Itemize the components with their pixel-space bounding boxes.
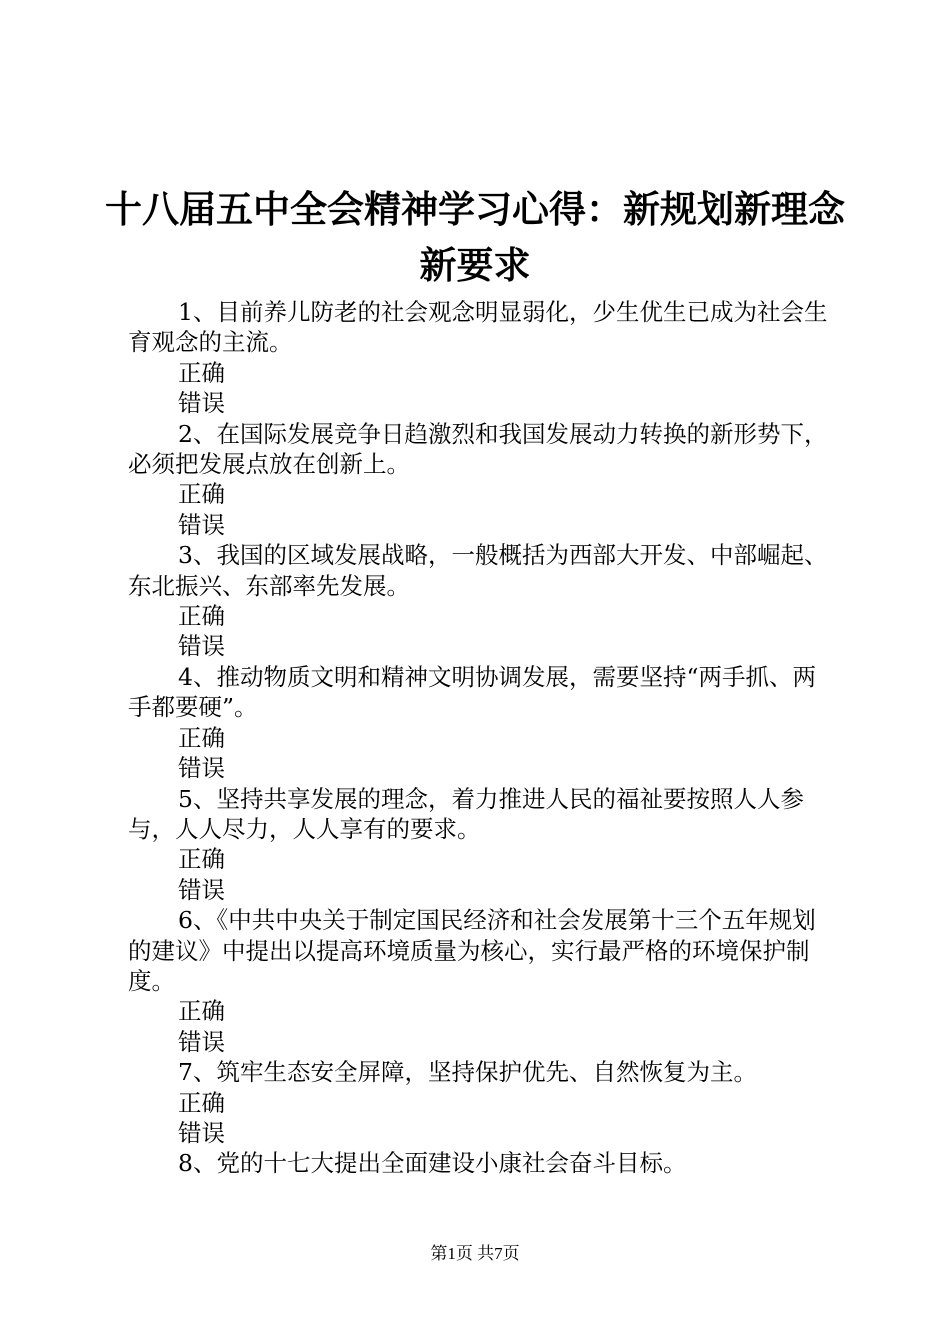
question-7: 7、筑牢生态安全屏障，坚持保护优先、自然恢复为主。 — [178, 1058, 757, 1087]
option-correct: 正确 — [178, 1088, 225, 1117]
question-1: 1、目前养儿防老的社会观念明显弱化，少生优生已成为社会生育观念的主流。 — [128, 298, 828, 357]
option-correct: 正确 — [178, 358, 225, 387]
option-wrong: 错误 — [178, 1118, 225, 1147]
option-correct: 正确 — [178, 480, 225, 509]
question-8: 8、党的十七大提出全面建设小康社会奋斗目标。 — [178, 1149, 687, 1178]
option-wrong: 错误 — [178, 875, 225, 904]
option-correct: 正确 — [178, 723, 225, 752]
option-correct: 正确 — [178, 845, 225, 874]
document-title-line-2: 新要求 — [419, 244, 531, 287]
question-2: 2、在国际发展竞争日趋激烈和我国发展动力转换的新形势下，必须把发展点放在创新上。 — [128, 419, 828, 479]
question-6: 6、《中共中央关于制定国民经济和社会发展第十三个五年规划的建议》中提出以提高环境质量为核心，实行最严格的环境保护制度。 — [128, 906, 816, 995]
option-correct: 正确 — [178, 602, 225, 631]
option-correct: 正确 — [178, 997, 225, 1026]
option-wrong: 错误 — [178, 632, 225, 661]
option-wrong: 错误 — [178, 1027, 225, 1056]
question-4: 4、推动物质文明和精神文明协调发展，需要坚持“两手抓、两手都要硬”。 — [128, 662, 816, 722]
option-wrong: 错误 — [178, 510, 225, 539]
page-footer — [0, 1242, 950, 1266]
document-title-line-1: 十八届五中全会精神学习心得：新规划新理念 — [105, 188, 845, 231]
option-wrong: 错误 — [178, 389, 225, 418]
question-list — [128, 297, 833, 1179]
question-5: 5、坚持共享发展的理念，着力推进人民的福祉要按照人人参与，人人尽力，人人享有的要求。 — [128, 784, 804, 843]
question-3: 3、我国的区域发展战略，一般概括为西部大开发、中部崛起、东北振兴、东部率先发展。 — [128, 541, 828, 600]
page-number: 第1页 共7页 — [430, 1244, 520, 1263]
option-wrong: 错误 — [178, 754, 225, 783]
